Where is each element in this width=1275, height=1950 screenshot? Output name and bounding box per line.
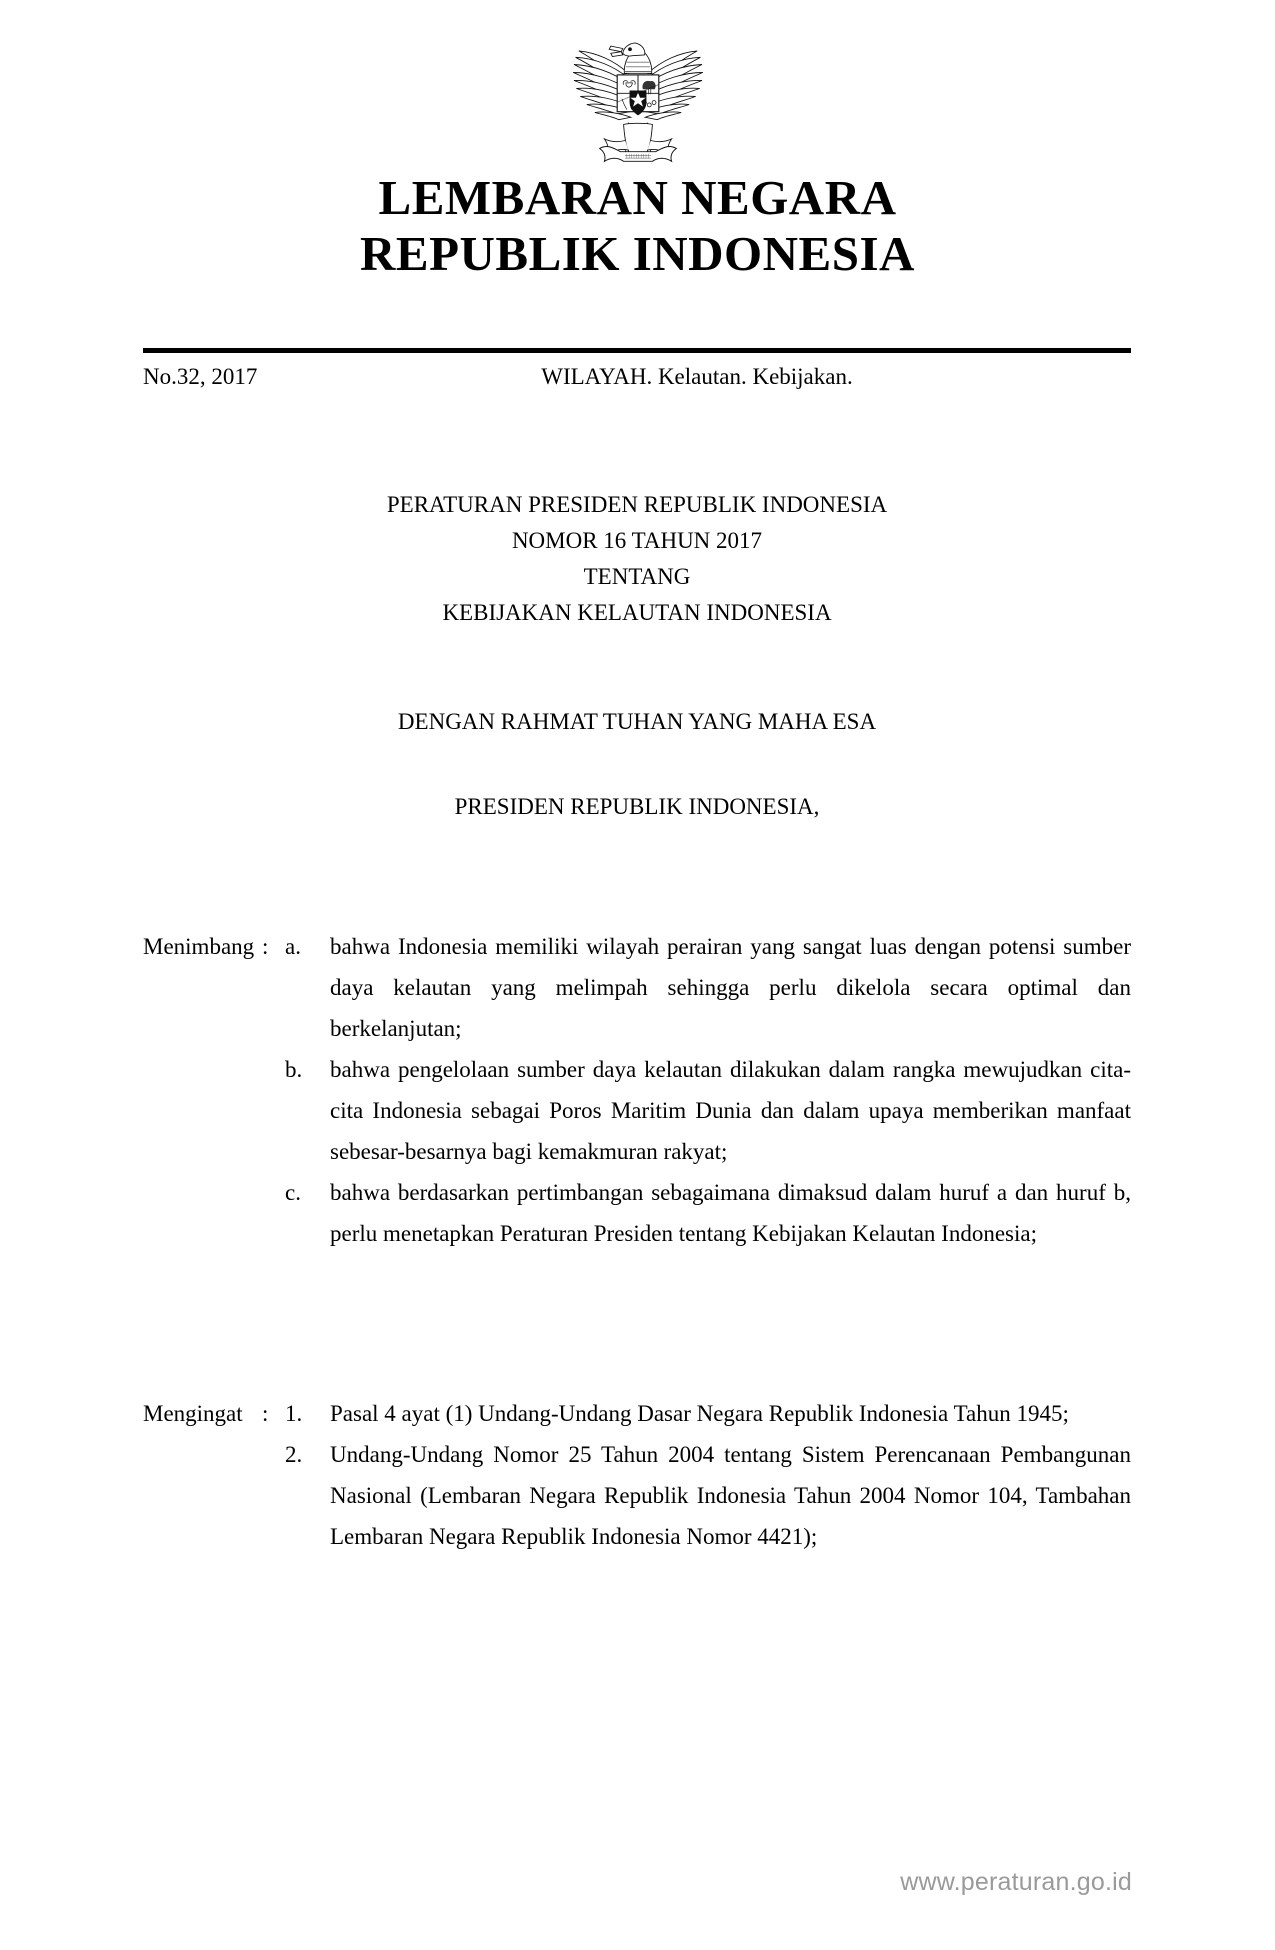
title-line-issuer: PERATURAN PRESIDEN REPUBLIK INDONESIA	[386, 492, 888, 517]
item-text: Pasal 4 ayat (1) Undang-Undang Dasar Negara Republik Indonesia Tahun 1945;	[330, 1401, 1069, 1426]
list-item	[285, 1434, 1131, 1557]
title-line-topic: KEBIJAKAN KELAUTAN INDONESIA	[442, 600, 832, 625]
item-text: Undang-Undang Nomor 25 Tahun 2004 tentang Sistem Perencanaan Pembangunan Nasional (Lembaran Negara Republik Indonesia Tahun 2004 Nomor 104, Tambahan Lembaran Negara Republik Indonesia Nomor 4421);	[330, 1442, 1131, 1549]
garuda-pancasila-icon	[558, 28, 718, 173]
item-marker: b.	[285, 1057, 303, 1082]
title-line-number: NOMOR 16 TAHUN 2017	[511, 528, 763, 553]
decree-rahmat-line: DENGAN RAHMAT TUHAN YANG MAHA ESA	[397, 709, 877, 734]
item-marker: a.	[285, 934, 301, 959]
item-marker: c.	[285, 1180, 301, 1205]
menimbang-row	[143, 926, 1131, 1254]
mengingat-colon: :	[262, 1401, 269, 1426]
decree-presiden-line: PRESIDEN REPUBLIK INDONESIA,	[454, 794, 820, 819]
menimbang-items	[285, 926, 1131, 1254]
item-text: bahwa Indonesia memiliki wilayah perairan yang sangat luas dengan potensi sumber daya kelautan yang melimpah sehingga perlu dikelola secara optimal dan berkelanjutan;	[330, 934, 1131, 1041]
footer-watermark: www.peraturan.go.id	[900, 1868, 1132, 1896]
header-divider	[143, 348, 1131, 353]
section-menimbang	[143, 926, 1131, 1254]
regulation-title-block	[143, 487, 1131, 631]
masthead-line-1: LEMBARAN NEGARA	[378, 170, 897, 225]
mengingat-row	[143, 1393, 1131, 1557]
list-item	[285, 1393, 1131, 1434]
gazette-number: No.32, 2017	[143, 364, 258, 389]
item-marker: 2.	[285, 1442, 303, 1467]
masthead	[0, 170, 1275, 282]
list-item	[285, 926, 1131, 1049]
masthead-line-2: REPUBLIK INDONESIA	[360, 226, 915, 281]
gazette-subject: WILAYAH. Kelautan. Kebijakan.	[541, 364, 853, 389]
item-text: bahwa berdasarkan pertimbangan sebagaimana dimaksud dalam huruf a dan huruf b, perlu menetapkan Peraturan Presiden tentang Kebijakan Kelautan Indonesia;	[330, 1180, 1131, 1246]
emblem-container	[0, 28, 1275, 178]
item-marker: 1.	[285, 1401, 303, 1426]
list-item	[285, 1049, 1131, 1172]
menimbang-label: Menimbang	[143, 934, 255, 959]
title-line-tentang: TENTANG	[583, 564, 691, 589]
menimbang-colon: :	[262, 934, 269, 959]
section-mengingat	[143, 1393, 1131, 1557]
mengingat-label: Mengingat	[143, 1401, 243, 1426]
mengingat-items	[285, 1393, 1131, 1557]
header-meta-row	[143, 360, 1131, 394]
list-item	[285, 1172, 1131, 1254]
item-text: bahwa pengelolaan sumber daya kelautan dilakukan dalam rangka mewujudkan cita-cita Indonesia sebagai Poros Maritim Dunia dan dalam upaya memberikan manfaat sebesar-besarnya bagi kemakmuran rakyat;	[330, 1057, 1131, 1164]
